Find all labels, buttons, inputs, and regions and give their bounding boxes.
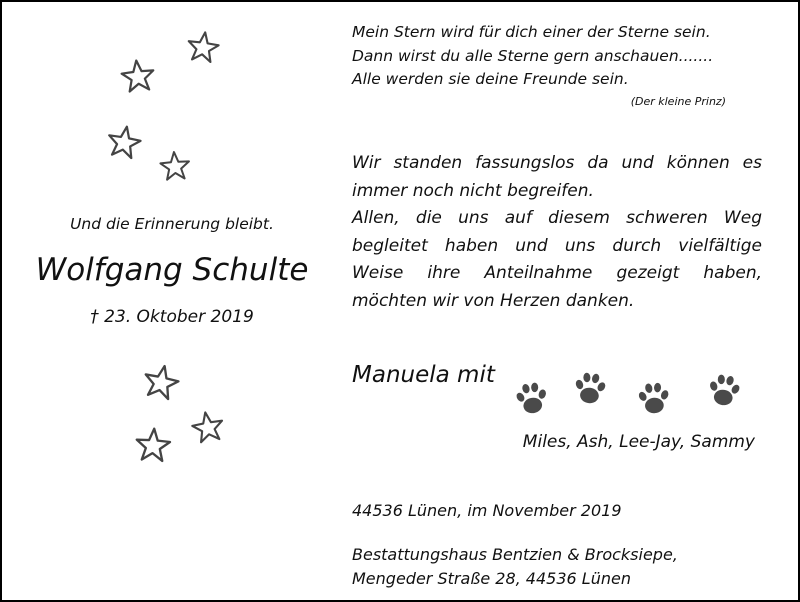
funeral-home [352, 543, 678, 591]
star-outline-icon [118, 57, 158, 95]
funeral-home-address: Mengeder Straße 28, 44536 Lünen [352, 569, 631, 588]
poem-line: Mein Stern wird für dich einer der Sterne sein. [352, 23, 711, 41]
poem-quote [352, 21, 713, 92]
message-line: begleitet haben und uns durch vielfältige [352, 235, 762, 256]
place-date: 44536 Lünen, im November 2019 [352, 501, 622, 520]
paw-print-icon [702, 370, 746, 414]
star-outline-icon [157, 149, 193, 183]
star-outline-icon [140, 362, 182, 402]
star-outline-icon [104, 123, 144, 161]
paw-print-icon [568, 368, 612, 412]
paw-print-icon [632, 378, 676, 422]
message-line: möchten wir von Herzen danken. [352, 290, 635, 311]
deceased-name: Wolfgang Schulte [35, 252, 309, 288]
memory-phrase: Und die Erinnerung bleibt. [70, 215, 274, 233]
star-outline-icon [184, 29, 222, 65]
star-outline-icon [189, 409, 227, 445]
poem-line: Dann wirst du alle Sterne gern anschauen....... [352, 46, 714, 65]
dog-names: Miles, Ash, Lee-Jay, Sammy [522, 432, 755, 452]
funeral-home-name: Bestattungshaus Bentzien & Brocksiepe, [352, 545, 678, 564]
death-date: † 23. Oktober 2019 [90, 307, 254, 327]
star-outline-icon [132, 425, 174, 465]
message-line: Weise ihre Anteilnahme gezeigt haben, [352, 263, 762, 283]
poem-line: Alle werden sie deine Freunde sein. [352, 70, 629, 88]
thank-you-message [352, 150, 762, 315]
poem-source: (Der kleine Prinz) [630, 95, 726, 108]
message-line: Wir standen fassungslos da und können es [352, 153, 762, 173]
paw-print-icon [510, 378, 554, 422]
message-line: Allen, die uns auf diesem schweren Weg [352, 208, 762, 228]
message-line: immer noch nicht begreifen. [352, 180, 594, 201]
signature-name: Manuela mit [352, 362, 495, 388]
